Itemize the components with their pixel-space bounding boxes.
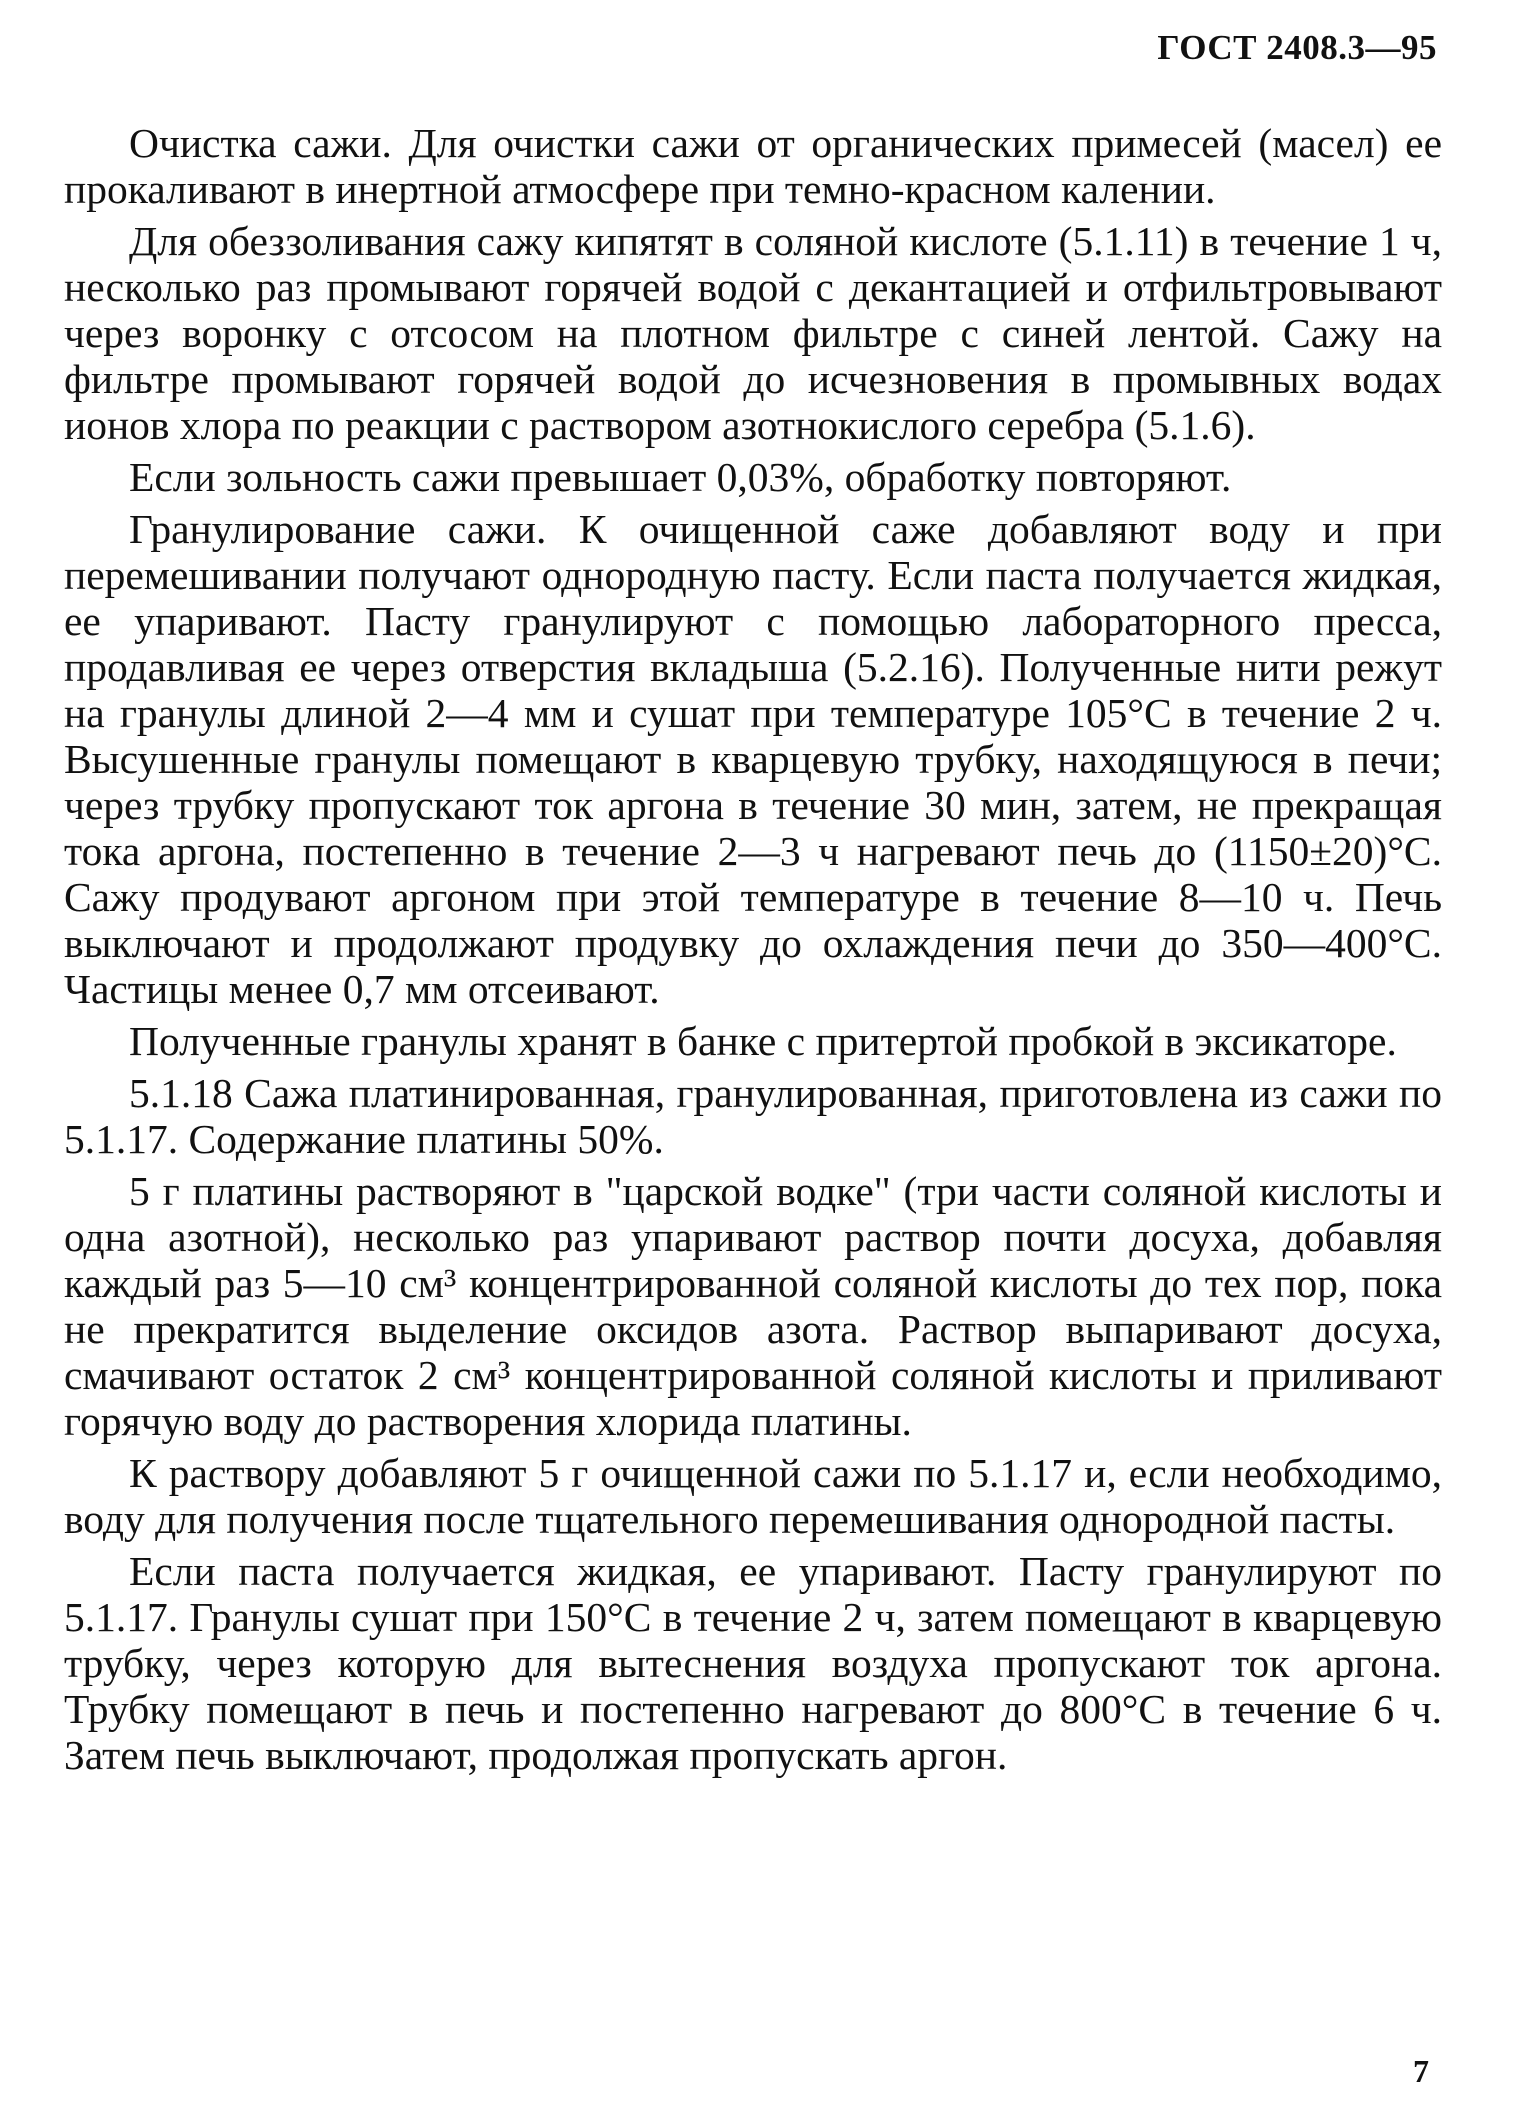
paragraph-platinum-dissolution: 5 г платины растворяют в "царской водке" (три части соляной кислоты и одна азотной), несколько раз упаривают раствор почти досуха, добавляя каждый раз 5—10 см³ концентрированной соляной кислоты до тех пор, пока не прекратится выделение оксидов азота. Раствор выпаривают досуха, смачивают остаток 2 см³ концентрированной соляной кислоты и приливают горячую воду до растворения хлорида платины. [64,1168,1442,1444]
page-number: 7 [1413,2053,1429,2089]
paragraph-storage: Полученные гранулы хранят в банке с притертой пробкой в эксикаторе. [129,1018,1397,1064]
paragraph-ash-content: Если зольность сажи превышает 0,03%, обработку повторяют. [129,454,1232,500]
paragraph-ash-removal: Для обеззоливания сажу кипятят в соляной кислоте (5.1.11) в течение 1 ч, несколько раз промывают горячей водой с декантацией и отфильтровывают через воронку с отсосом на плотном фильтре с синей лентой. Сажу на фильтре промывают горячей водой до исчезновения в промывных водах ионов хлора по реакции с раствором азотнокислого серебра (5.1.6). [64,218,1442,448]
paragraph-paste-granulation: Если паста получается жидкая, ее упаривают. Пасту гранулируют по 5.1.17. Гранулы сушат при 150°С в течение 2 ч, затем помещают в кварцевую трубку, через которую для вытеснения воздуха пропускают ток аргона. Трубку помещают в печь и постепенно нагревают до 800°С в течение 6 ч. Затем печь выключают, продолжая пропускать аргон. [64,1548,1442,1778]
paragraph-soot-addition: К раствору добавляют 5 г очищенной сажи по 5.1.17 и, если необходимо, воду для получения после тщательного перемешивания однородной пасты. [64,1450,1442,1542]
paragraph-granulation: Гранулирование сажи. К очищенной саже добавляют воду и при перемешивании получают однородную пасту. Если паста получается жидкая, ее упаривают. Пасту гранулируют с помощью лабораторного пресса, продавливая ее через отверстия вкладыша (5.2.16). Полученные нити режут на гранулы длиной 2—4 мм и сушат при температуре 105°С в течение 2 ч. Высушенные гранулы помещают в кварцевую трубку, находящуюся в печи; через трубку пропускают ток аргона в течение 30 мин, затем, не прекращая тока аргона, постепенно в течение 2—3 ч нагревают печь до (1150±20)°С. Сажу продувают аргоном при этой температуре в течение 8—10 ч. Печь выключают и продолжают продувку до охлаждения печи до 350—400°С. Частицы менее 0,7 мм отсеивают. [64,506,1442,1012]
paragraph-section-5-1-18: 5.1.18 Сажа платинированная, гранулированная, приготовлена из сажи по 5.1.17. Содержание платины 50%. [64,1070,1442,1162]
paragraph-soot-cleaning: Очистка сажи. Для очистки сажи от органических примесей (масел) ее прокаливают в инертной атмосфере при темно-красном калении. [64,120,1442,212]
document-body [64,120,1442,1784]
document-header: ГОСТ 2408.3—95 [1157,28,1437,67]
